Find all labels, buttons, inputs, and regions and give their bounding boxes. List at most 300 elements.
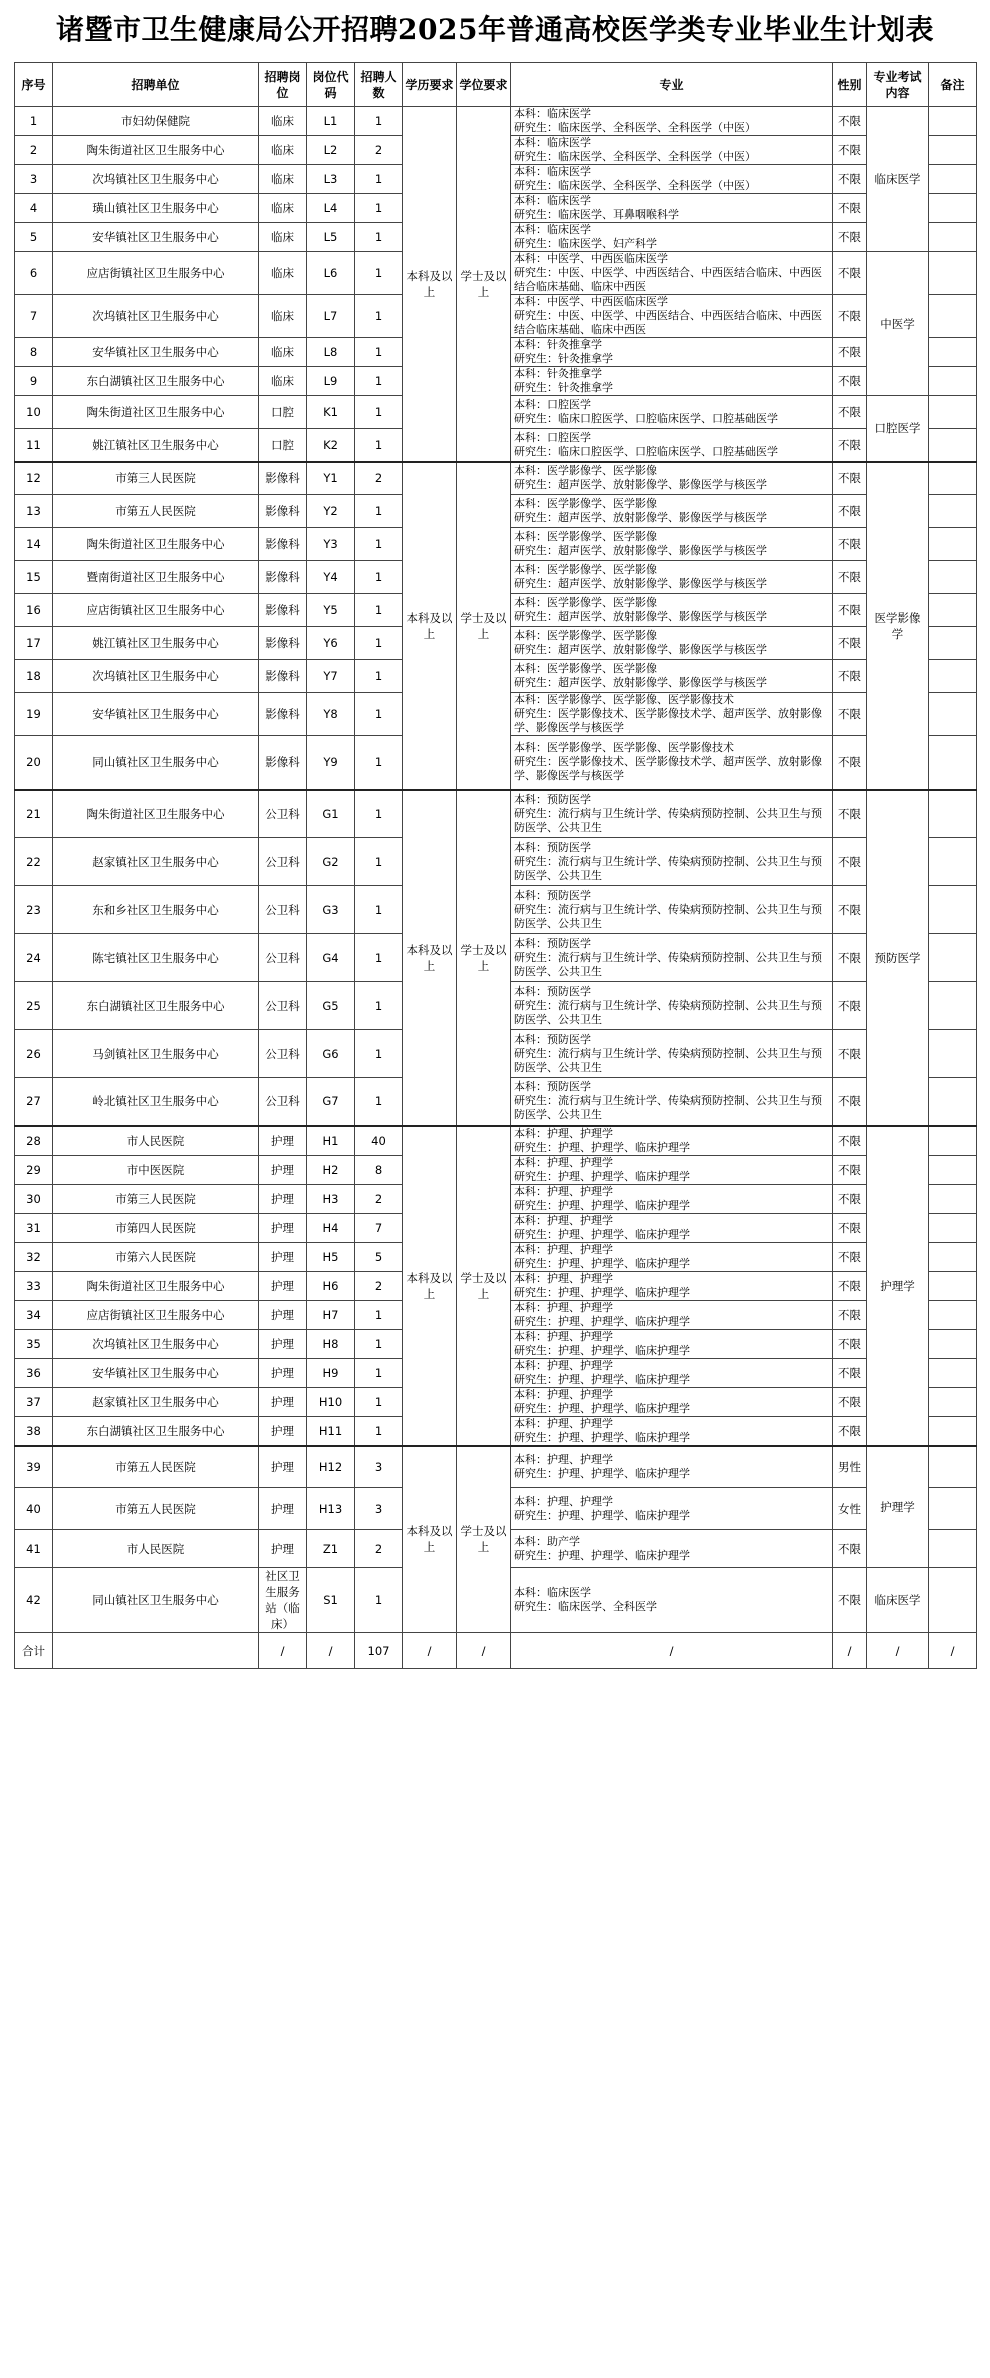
row-post: 影像科 bbox=[259, 736, 307, 790]
row-post: 临床 bbox=[259, 107, 307, 136]
row-no: 1 bbox=[15, 107, 53, 136]
row-no: 37 bbox=[15, 1387, 53, 1416]
row-unit: 安华镇社区卫生服务中心 bbox=[53, 223, 259, 252]
row-count: 3 bbox=[355, 1446, 403, 1488]
row-unit: 安华镇社区卫生服务中心 bbox=[53, 693, 259, 736]
row-count: 1 bbox=[355, 1329, 403, 1358]
row-unit: 市人民医院 bbox=[53, 1530, 259, 1568]
row-gender: 不限 bbox=[833, 495, 867, 528]
row-major: 本科：预防医学 研究生：流行病与卫生统计学、传染病预防控制、公共卫生与预防医学、公共卫生 bbox=[511, 886, 833, 934]
row-gender: 不限 bbox=[833, 1358, 867, 1387]
total-row bbox=[15, 1633, 977, 1669]
degree-requirement: 学士及以上 bbox=[457, 790, 511, 1126]
row-count: 1 bbox=[355, 1358, 403, 1387]
row-code: H13 bbox=[307, 1488, 355, 1530]
row-code: Z1 bbox=[307, 1530, 355, 1568]
row-post: 护理 bbox=[259, 1358, 307, 1387]
row-gender: 不限 bbox=[833, 396, 867, 429]
row-major: 本科：预防医学 研究生：流行病与卫生统计学、传染病预防控制、公共卫生与预防医学、公共卫生 bbox=[511, 790, 833, 838]
row-code: H7 bbox=[307, 1300, 355, 1329]
row-code: Y9 bbox=[307, 736, 355, 790]
row-major: 本科：医学影像学、医学影像 研究生：超声医学、放射影像学、影像医学与核医学 bbox=[511, 594, 833, 627]
row-major: 本科：医学影像学、医学影像、医学影像技术 研究生：医学影像技术、医学影像技术学、超声医学、放射影像学、影像医学与核医学 bbox=[511, 736, 833, 790]
row-count: 2 bbox=[355, 136, 403, 165]
row-no: 9 bbox=[15, 367, 53, 396]
row-count: 1 bbox=[355, 1300, 403, 1329]
row-major: 本科：中医学、中西医临床医学 研究生：中医、中医学、中西医结合、中西医结合临床、中西医结合临床基础、临床中西医 bbox=[511, 252, 833, 295]
row-note bbox=[929, 1530, 977, 1568]
row-count: 1 bbox=[355, 1568, 403, 1633]
row-post: 护理 bbox=[259, 1184, 307, 1213]
row-code: H8 bbox=[307, 1329, 355, 1358]
row-no: 26 bbox=[15, 1030, 53, 1078]
row-code: H11 bbox=[307, 1416, 355, 1446]
row-major: 本科：护理、护理学 研究生：护理、护理学、临床护理学 bbox=[511, 1242, 833, 1271]
row-no: 2 bbox=[15, 136, 53, 165]
row-unit: 陶朱街道社区卫生服务中心 bbox=[53, 1271, 259, 1300]
row-post: 护理 bbox=[259, 1329, 307, 1358]
page-title: 诸暨市卫生健康局公开招聘2025年普通高校医学类专业毕业生计划表 bbox=[56, 13, 934, 46]
edu-requirement: 本科及以上 bbox=[403, 1446, 457, 1633]
row-count: 1 bbox=[355, 693, 403, 736]
row-no: 21 bbox=[15, 790, 53, 838]
row-major: 本科：医学影像学、医学影像、医学影像技术 研究生：医学影像技术、医学影像技术学、超声医学、放射影像学、影像医学与核医学 bbox=[511, 693, 833, 736]
row-unit: 同山镇社区卫生服务中心 bbox=[53, 736, 259, 790]
table-body bbox=[15, 107, 977, 1669]
row-code: G5 bbox=[307, 982, 355, 1030]
total-degree: / bbox=[457, 1633, 511, 1669]
row-post: 护理 bbox=[259, 1242, 307, 1271]
row-note bbox=[929, 495, 977, 528]
row-note bbox=[929, 429, 977, 462]
row-no: 38 bbox=[15, 1416, 53, 1446]
header-no: 序号 bbox=[15, 63, 53, 107]
row-count: 2 bbox=[355, 462, 403, 495]
row-major: 本科：中医学、中西医临床医学 研究生：中医、中医学、中西医结合、中西医结合临床、中西医结合临床基础、临床中西医 bbox=[511, 295, 833, 338]
row-major: 本科：医学影像学、医学影像 研究生：超声医学、放射影像学、影像医学与核医学 bbox=[511, 561, 833, 594]
row-major: 本科：口腔医学 研究生：临床口腔医学、口腔临床医学、口腔基础医学 bbox=[511, 396, 833, 429]
recruitment-table bbox=[14, 62, 977, 1669]
row-code: H4 bbox=[307, 1213, 355, 1242]
row-no: 20 bbox=[15, 736, 53, 790]
row-count: 1 bbox=[355, 429, 403, 462]
header-gender: 性别 bbox=[833, 63, 867, 107]
header-post: 招聘岗位 bbox=[259, 63, 307, 107]
row-note bbox=[929, 1387, 977, 1416]
row-major: 本科：护理、护理学 研究生：护理、护理学、临床护理学 bbox=[511, 1416, 833, 1446]
row-note bbox=[929, 252, 977, 295]
row-note bbox=[929, 107, 977, 136]
row-post: 口腔 bbox=[259, 429, 307, 462]
table-row bbox=[15, 462, 977, 495]
row-count: 1 bbox=[355, 627, 403, 660]
row-major: 本科：护理、护理学 研究生：护理、护理学、临床护理学 bbox=[511, 1213, 833, 1242]
row-unit: 市第四人民医院 bbox=[53, 1213, 259, 1242]
degree-requirement: 学士及以上 bbox=[457, 107, 511, 462]
row-gender: 不限 bbox=[833, 136, 867, 165]
row-gender: 不限 bbox=[833, 252, 867, 295]
row-unit: 应店街镇社区卫生服务中心 bbox=[53, 594, 259, 627]
row-code: G3 bbox=[307, 886, 355, 934]
row-major: 本科：医学影像学、医学影像 研究生：超声医学、放射影像学、影像医学与核医学 bbox=[511, 528, 833, 561]
row-count: 1 bbox=[355, 396, 403, 429]
row-major: 本科：临床医学 研究生：临床医学、全科医学、全科医学（中医） bbox=[511, 165, 833, 194]
row-note bbox=[929, 1271, 977, 1300]
row-note bbox=[929, 1030, 977, 1078]
row-no: 41 bbox=[15, 1530, 53, 1568]
row-no: 22 bbox=[15, 838, 53, 886]
row-no: 8 bbox=[15, 338, 53, 367]
row-unit: 赵家镇社区卫生服务中心 bbox=[53, 1387, 259, 1416]
row-count: 1 bbox=[355, 1416, 403, 1446]
row-count: 8 bbox=[355, 1155, 403, 1184]
row-major: 本科：助产学 研究生：护理、护理学、临床护理学 bbox=[511, 1530, 833, 1568]
row-note bbox=[929, 165, 977, 194]
row-post: 临床 bbox=[259, 165, 307, 194]
row-no: 28 bbox=[15, 1126, 53, 1156]
row-note bbox=[929, 1300, 977, 1329]
row-no: 29 bbox=[15, 1155, 53, 1184]
row-count: 1 bbox=[355, 790, 403, 838]
row-unit: 市人民医院 bbox=[53, 1126, 259, 1156]
row-post: 公卫科 bbox=[259, 838, 307, 886]
row-major: 本科：医学影像学、医学影像 研究生：超声医学、放射影像学、影像医学与核医学 bbox=[511, 495, 833, 528]
row-note bbox=[929, 338, 977, 367]
row-unit: 市第六人民医院 bbox=[53, 1242, 259, 1271]
row-gender: 不限 bbox=[833, 934, 867, 982]
row-no: 25 bbox=[15, 982, 53, 1030]
row-no: 39 bbox=[15, 1446, 53, 1488]
row-unit: 岭北镇社区卫生服务中心 bbox=[53, 1078, 259, 1126]
row-unit: 陶朱街道社区卫生服务中心 bbox=[53, 136, 259, 165]
row-post: 影像科 bbox=[259, 528, 307, 561]
row-post: 公卫科 bbox=[259, 1078, 307, 1126]
row-note bbox=[929, 838, 977, 886]
row-gender: 不限 bbox=[833, 886, 867, 934]
row-gender: 不限 bbox=[833, 736, 867, 790]
row-code: L7 bbox=[307, 295, 355, 338]
row-major: 本科：针灸推拿学 研究生：针灸推拿学 bbox=[511, 338, 833, 367]
row-note bbox=[929, 136, 977, 165]
row-unit: 市第五人民医院 bbox=[53, 495, 259, 528]
row-code: L9 bbox=[307, 367, 355, 396]
row-major: 本科：护理、护理学 研究生：护理、护理学、临床护理学 bbox=[511, 1271, 833, 1300]
row-gender: 不限 bbox=[833, 1300, 867, 1329]
row-post: 临床 bbox=[259, 338, 307, 367]
total-label: 合计 bbox=[15, 1633, 53, 1669]
row-note bbox=[929, 1446, 977, 1488]
row-post: 护理 bbox=[259, 1213, 307, 1242]
row-post: 护理 bbox=[259, 1300, 307, 1329]
edu-requirement: 本科及以上 bbox=[403, 790, 457, 1126]
row-gender: 不限 bbox=[833, 338, 867, 367]
row-post: 公卫科 bbox=[259, 982, 307, 1030]
total-gender: / bbox=[833, 1633, 867, 1669]
row-no: 35 bbox=[15, 1329, 53, 1358]
total-post: / bbox=[259, 1633, 307, 1669]
row-count: 1 bbox=[355, 1030, 403, 1078]
row-post: 护理 bbox=[259, 1126, 307, 1156]
row-gender: 男性 bbox=[833, 1446, 867, 1488]
row-count: 1 bbox=[355, 1078, 403, 1126]
row-post: 影像科 bbox=[259, 495, 307, 528]
row-note bbox=[929, 295, 977, 338]
row-count: 1 bbox=[355, 1387, 403, 1416]
row-unit: 东白湖镇社区卫生服务中心 bbox=[53, 1416, 259, 1446]
row-no: 16 bbox=[15, 594, 53, 627]
row-major: 本科：临床医学 研究生：临床医学、全科医学、全科医学（中医） bbox=[511, 136, 833, 165]
row-note bbox=[929, 934, 977, 982]
row-major: 本科：口腔医学 研究生：临床口腔医学、口腔临床医学、口腔基础医学 bbox=[511, 429, 833, 462]
row-no: 36 bbox=[15, 1358, 53, 1387]
row-major: 本科：预防医学 研究生：流行病与卫生统计学、传染病预防控制、公共卫生与预防医学、公共卫生 bbox=[511, 1078, 833, 1126]
row-note bbox=[929, 1358, 977, 1387]
row-code: S1 bbox=[307, 1568, 355, 1633]
row-code: H5 bbox=[307, 1242, 355, 1271]
row-unit: 市中医医院 bbox=[53, 1155, 259, 1184]
row-unit: 市第五人民医院 bbox=[53, 1446, 259, 1488]
row-no: 33 bbox=[15, 1271, 53, 1300]
row-note bbox=[929, 561, 977, 594]
row-unit: 东白湖镇社区卫生服务中心 bbox=[53, 982, 259, 1030]
total-major: / bbox=[511, 1633, 833, 1669]
row-no: 19 bbox=[15, 693, 53, 736]
row-no: 3 bbox=[15, 165, 53, 194]
row-gender: 不限 bbox=[833, 1213, 867, 1242]
row-count: 1 bbox=[355, 338, 403, 367]
row-note bbox=[929, 1155, 977, 1184]
row-note bbox=[929, 982, 977, 1030]
row-no: 40 bbox=[15, 1488, 53, 1530]
exam-content: 预防医学 bbox=[867, 790, 929, 1126]
exam-content: 医学影像学 bbox=[867, 462, 929, 790]
degree-requirement: 学士及以上 bbox=[457, 1446, 511, 1633]
row-code: L1 bbox=[307, 107, 355, 136]
row-count: 1 bbox=[355, 165, 403, 194]
row-gender: 不限 bbox=[833, 660, 867, 693]
row-unit: 姚江镇社区卫生服务中心 bbox=[53, 429, 259, 462]
row-count: 1 bbox=[355, 367, 403, 396]
row-major: 本科：预防医学 研究生：流行病与卫生统计学、传染病预防控制、公共卫生与预防医学、公共卫生 bbox=[511, 1030, 833, 1078]
row-note bbox=[929, 693, 977, 736]
total-count: 107 bbox=[355, 1633, 403, 1669]
exam-content: 口腔医学 bbox=[867, 396, 929, 462]
row-gender: 不限 bbox=[833, 367, 867, 396]
row-no: 5 bbox=[15, 223, 53, 252]
row-unit: 陈宅镇社区卫生服务中心 bbox=[53, 934, 259, 982]
row-unit: 市妇幼保健院 bbox=[53, 107, 259, 136]
table-row bbox=[15, 790, 977, 838]
row-gender: 不限 bbox=[833, 462, 867, 495]
edu-requirement: 本科及以上 bbox=[403, 462, 457, 790]
row-count: 1 bbox=[355, 594, 403, 627]
degree-requirement: 学士及以上 bbox=[457, 1126, 511, 1446]
header-degree: 学位要求 bbox=[457, 63, 511, 107]
row-unit: 马剑镇社区卫生服务中心 bbox=[53, 1030, 259, 1078]
row-major: 本科：护理、护理学 研究生：护理、护理学、临床护理学 bbox=[511, 1358, 833, 1387]
row-post: 公卫科 bbox=[259, 886, 307, 934]
row-post: 影像科 bbox=[259, 594, 307, 627]
row-gender: 不限 bbox=[833, 165, 867, 194]
edu-requirement: 本科及以上 bbox=[403, 107, 457, 462]
row-count: 1 bbox=[355, 561, 403, 594]
row-code: G1 bbox=[307, 790, 355, 838]
row-unit: 同山镇社区卫生服务中心 bbox=[53, 1568, 259, 1633]
row-unit: 市第三人民医院 bbox=[53, 462, 259, 495]
row-post: 护理 bbox=[259, 1488, 307, 1530]
row-post: 影像科 bbox=[259, 693, 307, 736]
row-code: H10 bbox=[307, 1387, 355, 1416]
row-no: 32 bbox=[15, 1242, 53, 1271]
row-code: Y5 bbox=[307, 594, 355, 627]
row-note bbox=[929, 1242, 977, 1271]
row-count: 1 bbox=[355, 660, 403, 693]
row-unit: 陶朱街道社区卫生服务中心 bbox=[53, 528, 259, 561]
row-gender: 不限 bbox=[833, 1329, 867, 1358]
row-gender: 不限 bbox=[833, 223, 867, 252]
row-gender: 不限 bbox=[833, 295, 867, 338]
row-note bbox=[929, 1126, 977, 1156]
row-code: H1 bbox=[307, 1126, 355, 1156]
row-code: L2 bbox=[307, 136, 355, 165]
row-note bbox=[929, 660, 977, 693]
row-code: K1 bbox=[307, 396, 355, 429]
row-no: 27 bbox=[15, 1078, 53, 1126]
row-unit: 安华镇社区卫生服务中心 bbox=[53, 338, 259, 367]
row-code: Y3 bbox=[307, 528, 355, 561]
row-major: 本科：护理、护理学 研究生：护理、护理学、临床护理学 bbox=[511, 1184, 833, 1213]
row-count: 1 bbox=[355, 223, 403, 252]
row-note bbox=[929, 1568, 977, 1633]
row-post: 临床 bbox=[259, 136, 307, 165]
row-gender: 不限 bbox=[833, 1568, 867, 1633]
row-unit: 次坞镇社区卫生服务中心 bbox=[53, 1329, 259, 1358]
row-no: 12 bbox=[15, 462, 53, 495]
row-no: 15 bbox=[15, 561, 53, 594]
row-unit: 市第五人民医院 bbox=[53, 1488, 259, 1530]
row-gender: 不限 bbox=[833, 1155, 867, 1184]
row-gender: 不限 bbox=[833, 1030, 867, 1078]
degree-requirement: 学士及以上 bbox=[457, 462, 511, 790]
row-code: H3 bbox=[307, 1184, 355, 1213]
row-note bbox=[929, 1078, 977, 1126]
row-code: G6 bbox=[307, 1030, 355, 1078]
row-code: L6 bbox=[307, 252, 355, 295]
row-count: 2 bbox=[355, 1271, 403, 1300]
header-note: 备注 bbox=[929, 63, 977, 107]
row-post: 公卫科 bbox=[259, 1030, 307, 1078]
row-post: 影像科 bbox=[259, 462, 307, 495]
row-gender: 不限 bbox=[833, 594, 867, 627]
row-unit: 应店街镇社区卫生服务中心 bbox=[53, 252, 259, 295]
row-major: 本科：护理、护理学 研究生：护理、护理学、临床护理学 bbox=[511, 1155, 833, 1184]
row-count: 1 bbox=[355, 528, 403, 561]
row-gender: 不限 bbox=[833, 982, 867, 1030]
row-no: 11 bbox=[15, 429, 53, 462]
row-major: 本科：护理、护理学 研究生：护理、护理学、临床护理学 bbox=[511, 1387, 833, 1416]
row-count: 7 bbox=[355, 1213, 403, 1242]
row-code: K2 bbox=[307, 429, 355, 462]
row-no: 6 bbox=[15, 252, 53, 295]
row-note bbox=[929, 223, 977, 252]
row-code: Y2 bbox=[307, 495, 355, 528]
row-count: 1 bbox=[355, 886, 403, 934]
row-note bbox=[929, 886, 977, 934]
row-count: 2 bbox=[355, 1184, 403, 1213]
row-post: 影像科 bbox=[259, 627, 307, 660]
row-no: 34 bbox=[15, 1300, 53, 1329]
row-unit: 安华镇社区卫生服务中心 bbox=[53, 1358, 259, 1387]
row-note bbox=[929, 528, 977, 561]
row-unit: 应店街镇社区卫生服务中心 bbox=[53, 1300, 259, 1329]
row-gender: 不限 bbox=[833, 194, 867, 223]
row-count: 1 bbox=[355, 838, 403, 886]
row-unit: 璜山镇社区卫生服务中心 bbox=[53, 194, 259, 223]
row-no: 23 bbox=[15, 886, 53, 934]
row-unit: 赵家镇社区卫生服务中心 bbox=[53, 838, 259, 886]
row-count: 5 bbox=[355, 1242, 403, 1271]
row-unit: 姚江镇社区卫生服务中心 bbox=[53, 627, 259, 660]
row-major: 本科：护理、护理学 研究生：护理、护理学、临床护理学 bbox=[511, 1300, 833, 1329]
row-code: L5 bbox=[307, 223, 355, 252]
row-gender: 不限 bbox=[833, 429, 867, 462]
header-count: 招聘人数 bbox=[355, 63, 403, 107]
row-note bbox=[929, 462, 977, 495]
row-unit: 次坞镇社区卫生服务中心 bbox=[53, 165, 259, 194]
edu-requirement: 本科及以上 bbox=[403, 1126, 457, 1446]
row-unit: 东和乡社区卫生服务中心 bbox=[53, 886, 259, 934]
row-note bbox=[929, 627, 977, 660]
row-count: 1 bbox=[355, 982, 403, 1030]
row-gender: 不限 bbox=[833, 627, 867, 660]
exam-content: 临床医学 bbox=[867, 1568, 929, 1633]
row-note bbox=[929, 1488, 977, 1530]
row-count: 1 bbox=[355, 295, 403, 338]
row-post: 临床 bbox=[259, 252, 307, 295]
exam-content: 中医学 bbox=[867, 252, 929, 396]
table-row bbox=[15, 1446, 977, 1488]
row-gender: 不限 bbox=[833, 1078, 867, 1126]
row-note bbox=[929, 194, 977, 223]
row-code: L8 bbox=[307, 338, 355, 367]
row-gender: 不限 bbox=[833, 1387, 867, 1416]
row-gender: 不限 bbox=[833, 838, 867, 886]
row-unit: 市第三人民医院 bbox=[53, 1184, 259, 1213]
table-row bbox=[15, 107, 977, 136]
row-post: 公卫科 bbox=[259, 934, 307, 982]
row-unit: 次坞镇社区卫生服务中心 bbox=[53, 295, 259, 338]
row-post: 临床 bbox=[259, 367, 307, 396]
row-gender: 不限 bbox=[833, 1530, 867, 1568]
row-major: 本科：预防医学 研究生：流行病与卫生统计学、传染病预防控制、公共卫生与预防医学、公共卫生 bbox=[511, 982, 833, 1030]
row-code: L3 bbox=[307, 165, 355, 194]
exam-content: 护理学 bbox=[867, 1126, 929, 1446]
row-count: 1 bbox=[355, 736, 403, 790]
row-post: 临床 bbox=[259, 194, 307, 223]
row-post: 社区卫生服务站（临床） bbox=[259, 1568, 307, 1633]
row-note bbox=[929, 1184, 977, 1213]
row-major: 本科：预防医学 研究生：流行病与卫生统计学、传染病预防控制、公共卫生与预防医学、公共卫生 bbox=[511, 838, 833, 886]
row-note bbox=[929, 594, 977, 627]
row-no: 18 bbox=[15, 660, 53, 693]
row-gender: 女性 bbox=[833, 1488, 867, 1530]
total-edu: / bbox=[403, 1633, 457, 1669]
header-exam: 专业考试内容 bbox=[867, 63, 929, 107]
row-code: G4 bbox=[307, 934, 355, 982]
header-edu: 学历要求 bbox=[403, 63, 457, 107]
row-unit: 暨南街道社区卫生服务中心 bbox=[53, 561, 259, 594]
row-post: 护理 bbox=[259, 1387, 307, 1416]
